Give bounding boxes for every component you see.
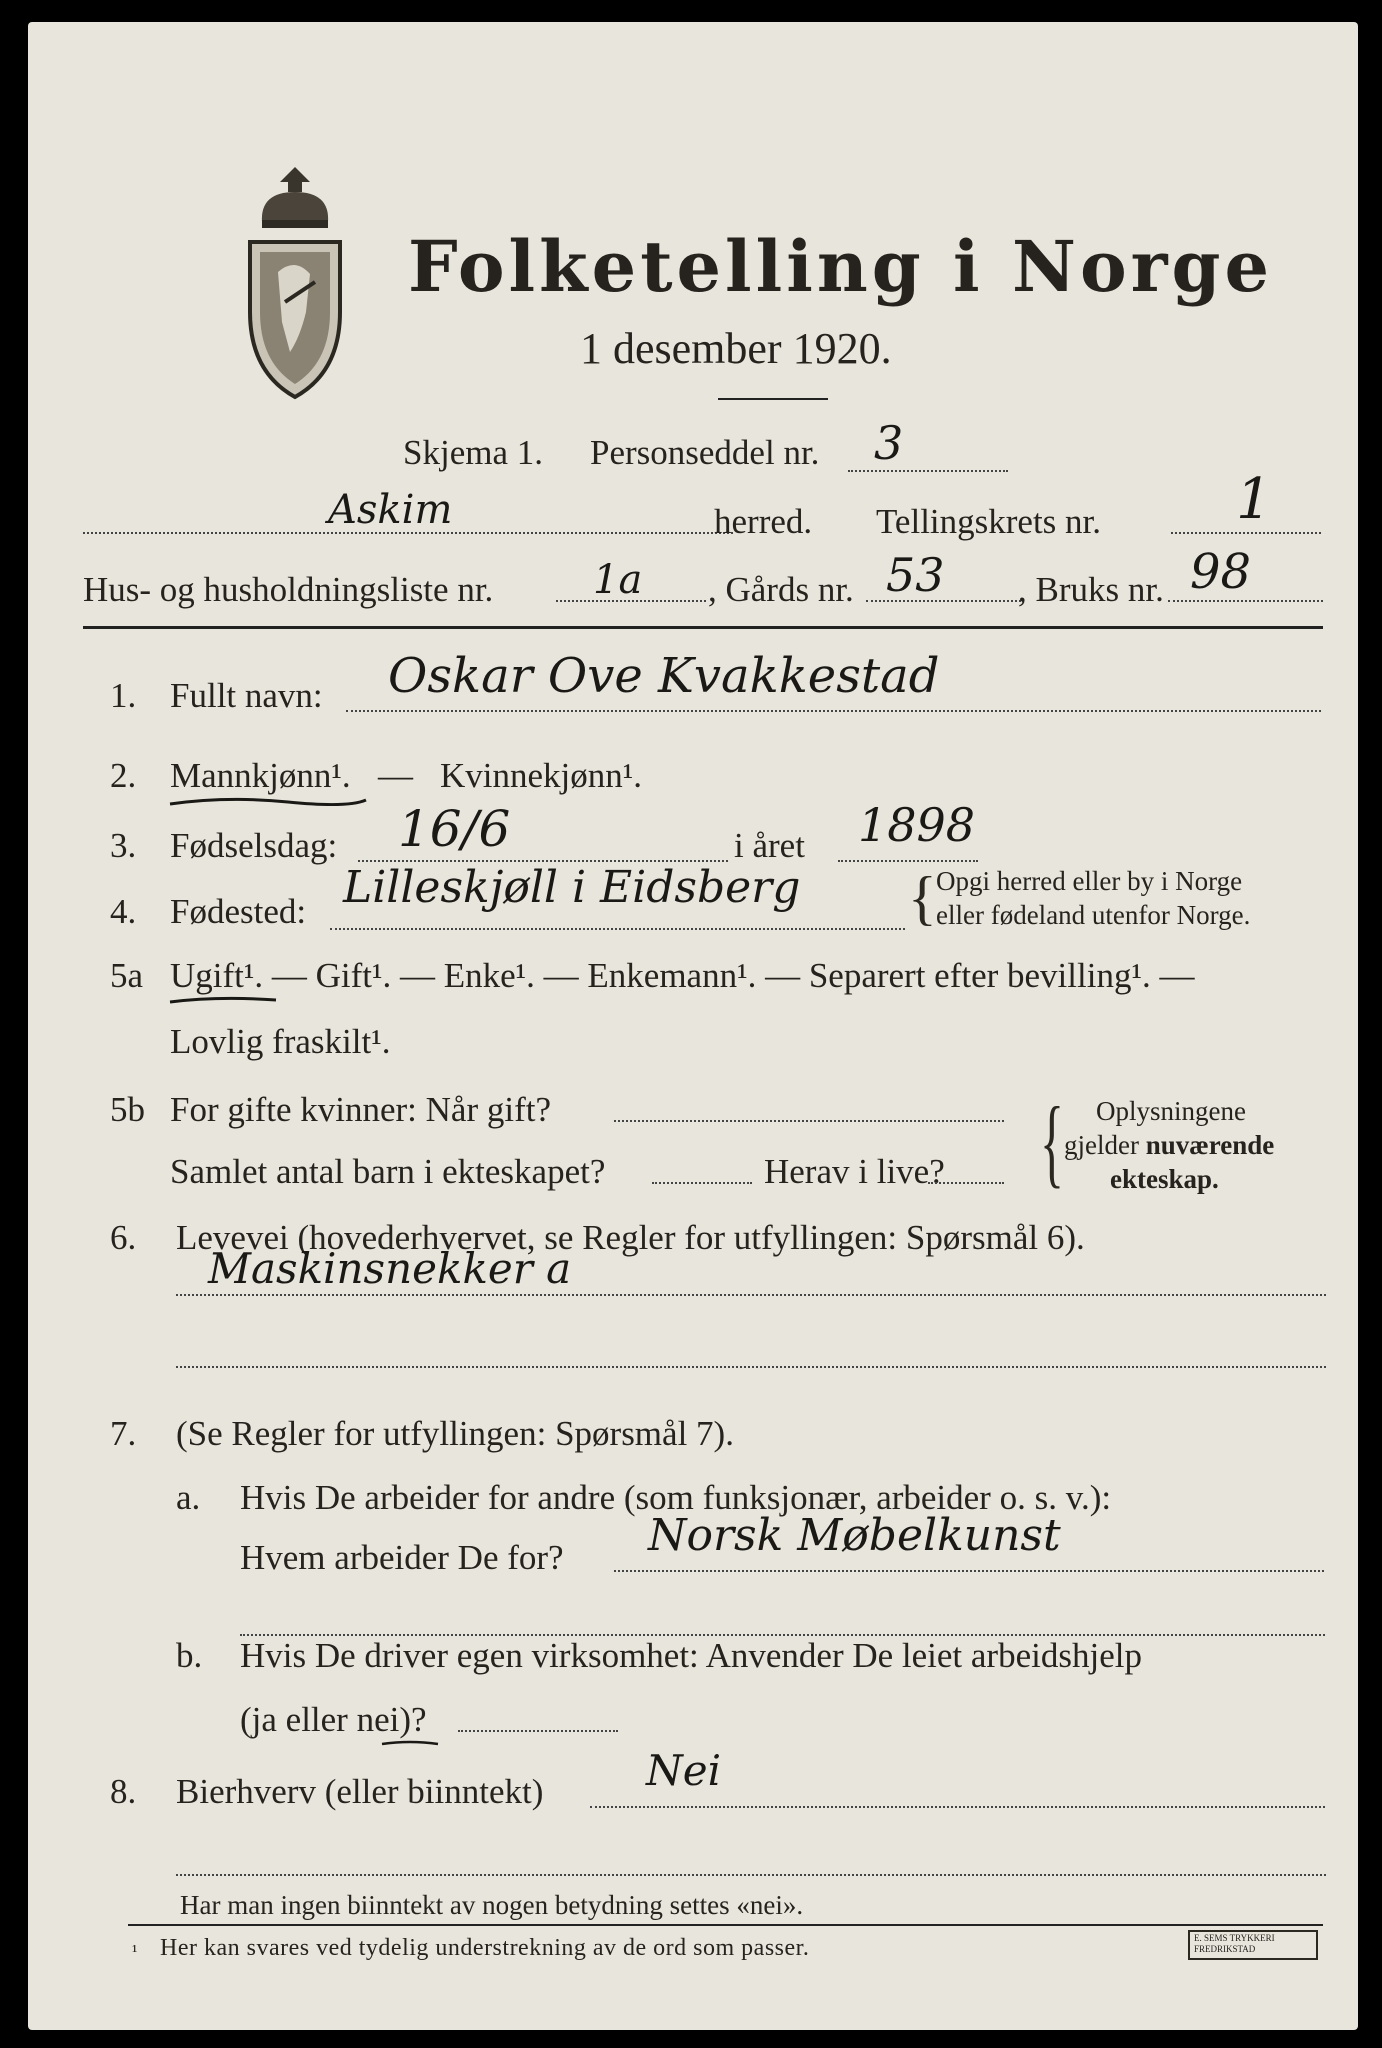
husholdningsliste-value: 1a xyxy=(593,557,643,603)
q4-note-line1: Opgi herred eller by i Norge xyxy=(936,866,1243,896)
tellingskrets-label: Tellingskrets nr. xyxy=(876,502,1102,541)
q1-full-name-value: Oskar Ove Kvakkestad xyxy=(388,648,940,704)
q5a-marital-options: Ugift¹. — Gift¹. — Enke¹. — Enkemann¹. — Separert efter bevilling¹. — xyxy=(170,956,1195,995)
q5b-children-field-line xyxy=(652,1182,752,1184)
q6-field-line-2 xyxy=(176,1366,1326,1368)
q5b-note-line2-text: gjelder xyxy=(1064,1130,1146,1160)
header-separator xyxy=(83,626,1323,629)
q5a-ugift-underline xyxy=(168,992,278,1008)
personseddel-value: 3 xyxy=(874,416,904,470)
q5b-alive-field-line xyxy=(928,1182,1004,1184)
footnote-text: Her kan svares ved tydelig understrekning av de ord som passer. xyxy=(160,1935,810,1961)
q6-label: Levevei (hovederhvervet, se Regler for utfyllingen: Spørsmål 6). xyxy=(176,1218,1085,1257)
q7a-letter: a. xyxy=(176,1478,201,1517)
census-form-page xyxy=(28,22,1358,2030)
q5b-married-field-line xyxy=(614,1120,1004,1122)
q8-field-line xyxy=(590,1806,1325,1808)
q4-note-brace: { xyxy=(908,865,937,931)
schema-label: Skjema 1. xyxy=(403,433,543,472)
q7b-field-line xyxy=(458,1730,618,1732)
q4-field-line xyxy=(330,928,905,930)
q2-male-underline xyxy=(168,792,368,812)
form-title: Folketelling i Norge xyxy=(408,225,1274,308)
q5b-note-brace: { xyxy=(1040,1086,1064,1197)
q5b-note-line3: ekteskap. xyxy=(1110,1164,1219,1194)
q5a-marital-options-cont: Lovlig fraskilt¹. xyxy=(170,1022,391,1061)
q8-label: Bierhverv (eller biinntekt) xyxy=(176,1772,544,1811)
bruks-field-line xyxy=(1168,600,1323,602)
footer-note: Har man ingen biinntekt av nogen betydning settes «nei». xyxy=(180,1890,804,1920)
husholdningsliste-label: Hus- og husholdningsliste nr. xyxy=(83,570,494,609)
q5b-line1: For gifte kvinner: Når gift? xyxy=(170,1090,552,1129)
q3-number: 3. xyxy=(110,826,137,865)
herred-value: Askim xyxy=(328,487,453,533)
q7b-letter: b. xyxy=(176,1636,203,1675)
q7-number: 7. xyxy=(110,1414,137,1453)
q7a-employer-field-line xyxy=(614,1570,1324,1572)
printer-line1: E. SEMS TRYKKERI xyxy=(1194,1933,1275,1943)
q7b-nei-underline xyxy=(380,1736,440,1750)
q3-year-value: 1898 xyxy=(858,798,976,852)
personseddel-field-line xyxy=(848,470,1008,472)
q7a-line1: Hvis De arbeider for andre (som funksjonær, arbeider o. s. v.): xyxy=(240,1478,1112,1517)
q4-number: 4. xyxy=(110,892,137,931)
q8-number: 8. xyxy=(110,1772,137,1811)
q7a-employer-value: Norsk Møbelkunst xyxy=(648,1510,1061,1561)
q1-label: Fullt navn: xyxy=(170,676,323,715)
bruks-value: 98 xyxy=(1190,544,1252,600)
q3-year-field-line xyxy=(838,860,978,862)
herred-label: herred. xyxy=(714,502,813,541)
q2-male-option: Mannkjønn¹. xyxy=(170,756,351,795)
q3-birthday-value: 16/6 xyxy=(398,800,511,858)
census-date: 1 desember 1920. xyxy=(580,324,892,373)
q6-occupation-value: Maskinsnekker a xyxy=(208,1244,572,1293)
q4-label: Fødested: xyxy=(170,892,307,931)
q4-birthplace-value: Lilleskjøll i Eidsberg xyxy=(343,862,801,913)
printer-line2: FREDRIKSTAD xyxy=(1194,1944,1256,1954)
q5b-note-line1: Oplysningene xyxy=(1096,1096,1246,1126)
q2-separator: — xyxy=(378,756,413,795)
gards-value: 53 xyxy=(886,548,945,602)
q7b-line2: (ja eller nei)? xyxy=(240,1700,427,1739)
q2-number: 2. xyxy=(110,756,137,795)
q5a-number: 5a xyxy=(110,956,144,995)
q7a-employer-label: Hvem arbeider De for? xyxy=(240,1538,564,1577)
q5b-alive-label: Herav i live? xyxy=(764,1152,945,1191)
q5b-children-label: Samlet antal barn i ekteskapet? xyxy=(170,1152,606,1191)
footer-separator xyxy=(128,1924,1323,1926)
personseddel-label: Personseddel nr. xyxy=(590,433,820,472)
norwegian-coat-of-arms-icon xyxy=(240,162,350,402)
q7b-line1: Hvis De driver egen virksomhet: Anvender De leiet arbeidshjelp xyxy=(240,1636,1142,1675)
q8-value: Nei xyxy=(646,1746,722,1795)
q5b-number: 5b xyxy=(110,1090,145,1129)
title-divider xyxy=(718,398,828,400)
q3-label: Fødselsdag: xyxy=(170,826,338,865)
q6-field-line-1 xyxy=(176,1294,1326,1296)
q2-female-option: Kvinnekjønn¹. xyxy=(440,756,643,795)
q1-number: 1. xyxy=(110,676,137,715)
q6-number: 6. xyxy=(110,1218,137,1257)
footnote-mark: ¹ xyxy=(132,1941,138,1961)
gards-label: , Gårds nr. xyxy=(708,570,854,609)
bruks-label: , Bruks nr. xyxy=(1018,570,1164,609)
tellingskrets-value: 1 xyxy=(1236,467,1272,532)
q3-year-label: i året xyxy=(734,826,805,865)
printer-mark xyxy=(1188,1930,1318,1960)
tellingskrets-field-line xyxy=(1171,532,1321,534)
q4-note-line2: eller fødeland utenfor Norge. xyxy=(936,900,1251,930)
q1-field-line xyxy=(346,710,1321,712)
q7-label: (Se Regler for utfyllingen: Spørsmål 7). xyxy=(176,1414,734,1453)
q8-field-line-2 xyxy=(176,1874,1326,1876)
q5b-note-line2-bold: nuværende xyxy=(1145,1130,1275,1160)
q5b-note-line2 xyxy=(1064,1132,1274,1159)
